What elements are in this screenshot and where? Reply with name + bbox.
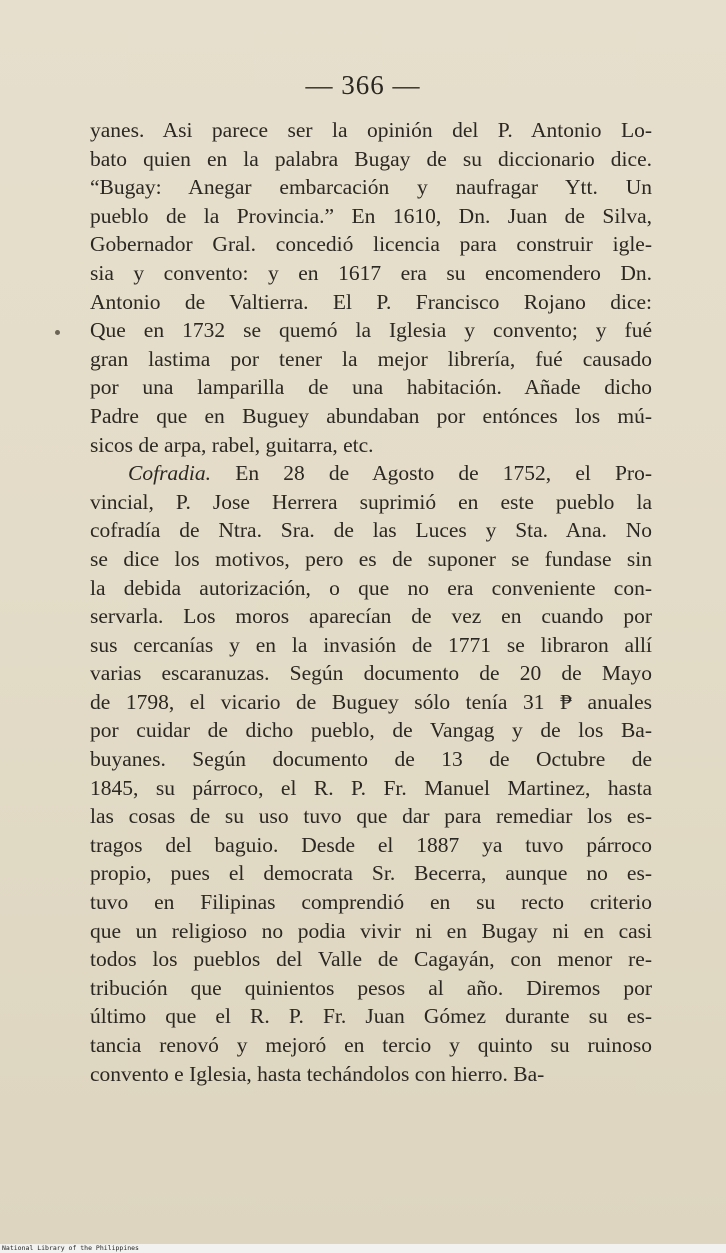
text-line: sus cercanías y en la invasión de 1771 se libraron allí <box>90 632 652 657</box>
text-line: por cuidar de dicho pueblo, de Vangag y de los Ba- <box>90 718 652 743</box>
text-line: varias escaranuzas. Según documento de 20 de Mayo <box>90 661 652 686</box>
body-text <box>90 116 652 1088</box>
text-line: tancia renovó y mejoró en tercio y quinto su ruinoso <box>90 1033 652 1057</box>
page-number: — 366 — <box>305 70 421 100</box>
text-line-rest: En 28 de Agosto de 1752, el Pro- <box>235 461 652 486</box>
text-line: buyanes. Según documento de 13 de Octubre de <box>90 747 652 772</box>
text-line: vincial, P. Jose Herrera suprimió en este pueblo la <box>90 489 652 514</box>
text-line: pueblo de la Provincia.” En 1610, Dn. Juan de Silva, <box>90 203 652 228</box>
text-line: que un religioso no podia vivir ni en Bugay ni en casi <box>90 918 652 943</box>
text-line: Padre que en Buguey abundaban por entónces los mú- <box>90 403 652 428</box>
paragraph-2 <box>90 459 652 1088</box>
text-line: Antonio de Valtierra. El P. Francisco Rojano dice: <box>90 289 652 314</box>
text-line: bato quien en la palabra Bugay de su diccionario dice. <box>90 146 652 171</box>
text-line: último que el R. P. Fr. Juan Gómez durante su es- <box>90 1004 652 1029</box>
text-line: cofradía de Ntra. Sra. de las Luces y Sta. Ana. No <box>90 518 652 543</box>
text-line: tuvo en Filipinas comprendió en su recto criterio <box>90 890 652 915</box>
text-line: todos los pueblos del Valle de Cagayán, con menor re- <box>90 947 652 972</box>
text-line: las cosas de su uso tuvo que dar para remediar los es- <box>90 804 652 829</box>
text-line: “Bugay: Anegar embarcación y naufragar Ytt. Un <box>90 175 652 200</box>
text-line: sicos de arpa, rabel, guitarra, etc. <box>90 432 374 457</box>
text-line: Gobernador Gral. concedió licencia para construir igle- <box>90 232 652 257</box>
text-line: servarla. Los moros aparecían de vez en cuando por <box>90 604 652 629</box>
text-line: propio, pues el democrata Sr. Becerra, aunque no es- <box>90 861 652 886</box>
text-line: se dice los motivos, pero es de suponer se fundase sin <box>90 546 652 571</box>
paragraph-1 <box>90 116 652 459</box>
text-line <box>90 459 652 488</box>
text-line: 1845, su párroco, el R. P. Fr. Manuel Martinez, hasta <box>90 775 652 800</box>
text-line: tribución que quinientos pesos al año. Diremos por <box>90 975 652 1000</box>
text-line: sia y convento: y en 1617 era su encomendero Dn. <box>90 260 652 285</box>
text-line: yanes. Asi parece ser la opinión del P. Antonio Lo- <box>90 118 652 142</box>
text-line: tragos del baguio. Desde el 1887 ya tuvo párroco <box>90 832 652 857</box>
section-heading: Cofradia. <box>128 461 212 486</box>
text-line: Que en 1732 se quemó la Iglesia y convento; y fué <box>90 318 652 343</box>
library-watermark: National Library of the Philippines <box>2 1244 139 1252</box>
text-line: de 1798, el vicario de Buguey sólo tenía 31 ₱ anuales <box>90 689 652 714</box>
text-line: gran lastima por tener la mejor librería, fué causado <box>90 346 652 371</box>
text-line: por una lamparilla de una habitación. Añade dicho <box>90 375 652 400</box>
text-line: convento e Iglesia, hasta techándolos con hierro. Ba- <box>90 1061 545 1086</box>
text-line: la debida autorización, o que no era conveniente con- <box>90 575 652 600</box>
margin-mark <box>55 330 60 335</box>
